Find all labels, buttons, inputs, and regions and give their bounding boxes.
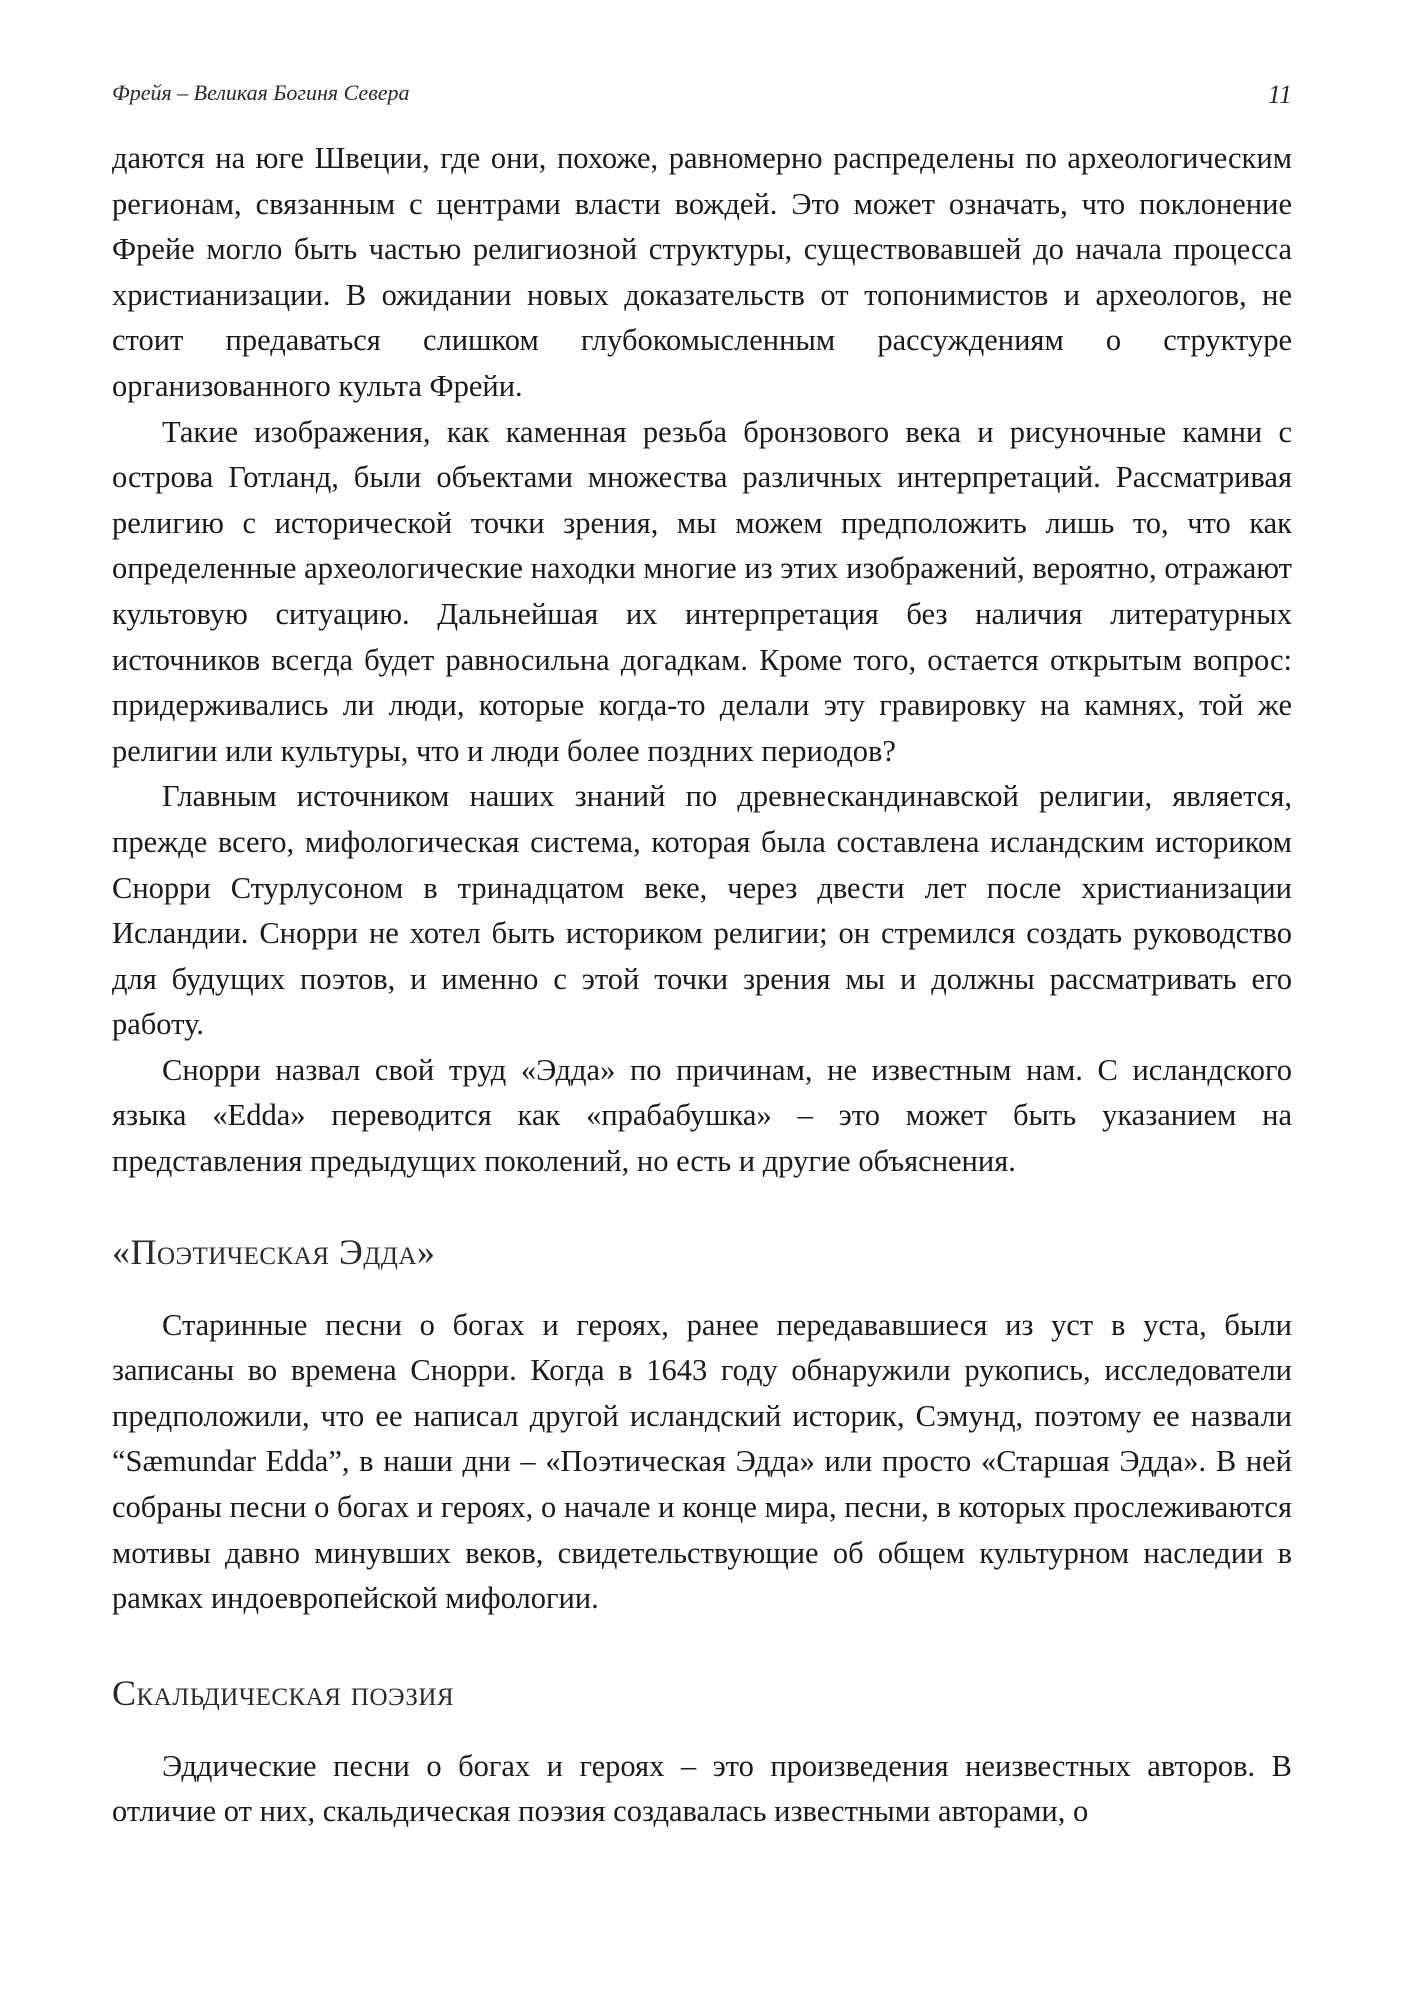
paragraph-skaldic-poetry: Эддические песни о богах и героях – это произведения неизвестных авторов. В отличие от них, скальдическая поэзия создавалась известными авторами, о bbox=[112, 1748, 1292, 1829]
page-number: 11 bbox=[1267, 80, 1292, 109]
page-body bbox=[112, 136, 1292, 1835]
paragraph-images-interpretation: Такие изображения, как каменная резьба бронзового века и рисуночные камни с острова Готланд, были объектами множества различных интерпретаций. Рассматривая религию с исторической точки зрения, мы можем предположить лишь то, что как определенные археологические находки многие из этих изображений, вероятно, отражают культовую ситуацию. Дальнейшая их интерпретация без наличия литературных источников всегда будет равносильна догадкам. Кроме того, остается открытым вопрос: придерживались ли люди, которые когда-то делали эту гравировку на камнях, той же религии или культуры, что и люди более поздних периодов? bbox=[112, 414, 1292, 768]
running-head bbox=[112, 80, 1292, 116]
paragraph-edda-name: Снорри назвал свой труд «Эдда» по причинам, не известным нам. С исландского языка «Edda» переводится как «прабабушка» – это может быть указанием на представления предыдущих поколений, но есть и другие объяснения. bbox=[112, 1052, 1292, 1179]
paragraph-snorri-source: Главным источником наших знаний по древнескандинавской религии, является, прежде всего, мифологическая система, которая была составлена исландским историком Снорри Стурлусоном в тринадцатом веке, через двести лет после христианизации Исландии. Снорри не хотел быть историком религии; он стремился создать руководство для будущих поэтов, и именно с этой точки зрения мы и должны рассматривать его работу. bbox=[112, 779, 1292, 1042]
paragraph-poetic-edda: Старинные песни о богах и героях, ранее передававшиеся из уст в уста, были записаны во времена Снорри. Когда в 1643 году обнаружили рукопись, исследователи предположили, что ее написал другой исландский историк, Сэмунд, поэтому ее назвали “Sæmundar Edda”, в наши дни – «Поэтическая Эдда» или просто «Старшая Эдда». В ней собраны песни о богах и героях, о начале и конце мира, песни, в которых прослеживаются мотивы давно минувших веков, свидетельствующие об общем культурном наследии в рамках индоевропейской мифологии. bbox=[112, 1307, 1292, 1616]
running-head-title: Фрейя – Великая Богиня Севера bbox=[112, 80, 410, 105]
paragraph-continuation: даются на юге Швеции, где они, похоже, равномерно распределены по археологическим регионам, связанным с центрами власти вождей. Это может означать, что поклонение Фрейе могло быть частью религиозной структуры, существовавшей до начала процесса христианизации. В ожидании новых доказательств от топонимистов и археологов, не стоит предаваться слишком глубокомысленным рассуждениям о структуре организованного культа Фрейи. bbox=[112, 141, 1292, 403]
section-heading-poetic-edda: «Поэтическая Эдда» bbox=[112, 1231, 436, 1272]
section-heading-skaldic-poetry: Скальдическая поэзия bbox=[112, 1672, 455, 1713]
